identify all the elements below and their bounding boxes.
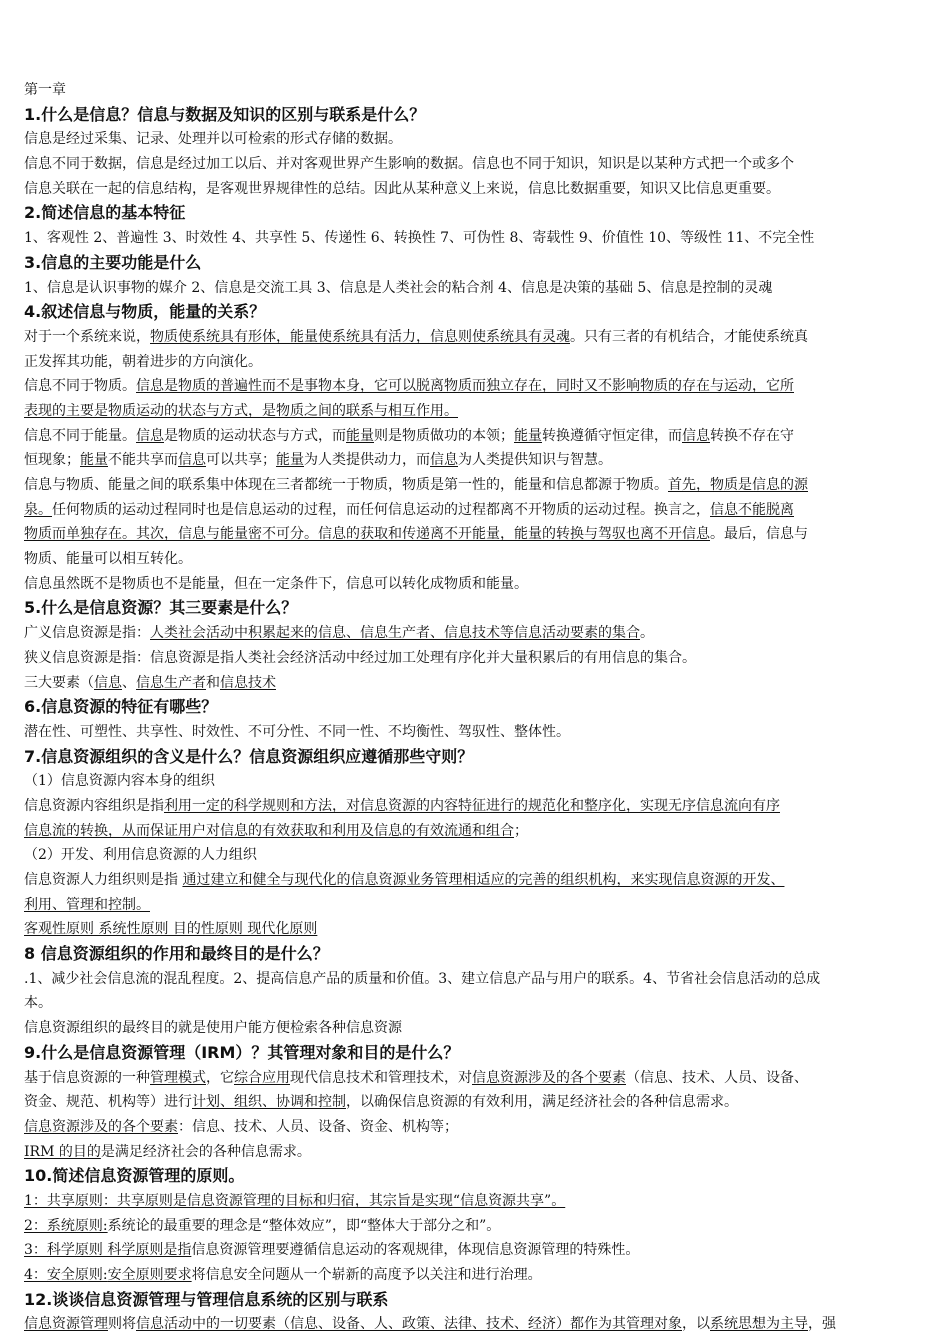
paragraph-line [24,843,928,868]
paragraph-line [24,646,928,671]
text-segment: 1、信息是认识事物的媒介 2、信息是交流工具 3、信息是人类社会的粘合剂 4、信息是决策的基础 5、信息是控制的灵魂 [24,279,773,296]
question-heading [24,1164,928,1189]
text-segment: 10.简述信息资源管理的原则。 [24,1166,245,1186]
underlined-text: 1：共享原则：共享原则是信息资源管理的目标和归宿，其宗旨是实现“信息资源共享”。 [24,1192,566,1209]
text-segment: 恒现象； [24,452,80,469]
underlined-text: 能量 [346,427,374,444]
question-heading [24,201,928,226]
text-segment: .1、减少社会信息流的混乱程度。2、提高信息产品的质量和价值。3、建立信息产品与用户的联系。4、节省社会信息活动的总成 [24,970,821,987]
text-segment: 可以共享； [206,452,276,469]
text-segment: 基于信息资源的一种 [24,1069,150,1086]
text-segment: 信息与物质、能量之间的联系集中体现在三者都统一于物质，物质是第一性的，能量和信息都源于物质。 [24,477,668,493]
underlined-text: 信息 [136,427,164,444]
underlined-text: 利用一定的科学规则和方法，对信息资源的内容特征进行的规范化和整序化，实现无序信息流向有序 [164,797,780,814]
paragraph-line [24,621,928,646]
text-segment: 5.什么是信息资源？其三要素是什么？ [24,598,298,618]
text-segment: 1.什么是信息？信息与数据及知识的区别与联系是什么？ [24,104,426,124]
underlined-text: 能量 [276,452,304,469]
text-segment: 12.谈谈信息资源管理与管理信息系统的区别与联系 [24,1289,389,1309]
paragraph-line [24,152,928,177]
underlined-text: 利用、管理和控制。 [24,896,150,913]
text-segment: 物质、能量可以相互转化。 [24,551,192,568]
underlined-text: 3：科学原则 科学原则是指 [24,1242,192,1259]
paragraph-line [24,1214,928,1239]
paragraph-line [24,1140,928,1165]
text-segment: 三大要素（ [24,674,94,691]
text-segment: 将信息安全问题从一个崭新的高度予以关注和进行治理。 [191,1267,542,1283]
paragraph-line [24,1016,928,1041]
text-segment: 不能共享而 [108,452,178,469]
text-segment: 为人类提供动力，而 [304,452,430,469]
text-segment: ，以 [682,1316,710,1333]
text-segment: 。只有三者的有机结合，才能使系统真 [570,328,808,345]
text-segment: 狭义信息资源是指：信息资源是指人类社会经济活动中经过加工处理有序化并大量积累后的有用信息的集合。 [24,649,696,666]
paragraph-line [24,276,928,301]
paragraph-line [24,967,928,992]
text-segment: 第一章 [24,82,66,98]
paragraph-line [24,1312,928,1337]
text-segment: ，强 [808,1316,836,1333]
question-heading [24,1288,928,1313]
underlined-text: 信息活动中的一切要素（信息、设备、人、政策、法律、技术、经济）都作为其管理对象 [136,1316,682,1333]
underlined-text: 信息 [178,452,206,469]
underlined-text: 能量 [80,452,108,469]
question-heading [24,745,928,770]
text-segment: 转换遵循守恒定律，而 [542,427,682,444]
text-segment: （2）开发、利用信息资源的人力组织 [24,847,257,864]
text-segment: 本。 [24,995,52,1012]
paragraph-line [24,720,928,745]
chapter-title [24,78,928,103]
question-heading [24,300,928,325]
underlined-text: 信息是物质的普遍性而不是事物本身，它可以脱离物质而独立存在，同时又不影响物质的存在与运动，它所 [136,378,794,395]
text-segment: 信息资源组织的最终目的就是使用户能方便检索各种信息资源 [24,1020,402,1037]
paragraph-line [24,177,928,202]
underlined-text: 信息资源涉及的各个要素 [24,1118,178,1135]
text-segment: 信息是经过采集、记录、处理并以可检索的形式存储的数据。 [24,131,402,148]
paragraph-line [24,819,928,844]
paragraph-line [24,1189,928,1214]
question-heading [24,596,928,621]
underlined-text: 信息 [94,674,122,691]
text-segment: ，以确保信息资源的有效利用，满足经济社会的各种信息需求。 [346,1094,738,1111]
underlined-text: 综合应用 [234,1069,290,1086]
text-segment: 。 [640,625,654,642]
text-segment: 信息不同于物质。 [24,378,136,395]
underlined-text: 信息资源管理 [24,1316,108,1333]
paragraph-line [24,794,928,819]
question-heading [24,942,928,967]
text-segment: 正发挥其功能，朝着进步的方向演化。 [24,353,262,370]
underlined-text: 信息技术 [220,674,276,691]
text-segment: 信息资源人力组织则是指 [24,872,183,888]
text-segment: 则将 [108,1316,136,1333]
underlined-text: 4：安全原则: [24,1267,108,1283]
text-segment: 信息不同于能量。 [24,427,136,444]
text-segment: 为人类提供知识与智慧。 [458,452,612,469]
text-segment: 信息虽然既不是物质也不是能量，但在一定条件下，信息可以转化成物质和能量。 [24,575,528,592]
text-segment: 1、客观性 2、普遍性 3、时效性 4、共享性 5、传递性 6、转换性 7、可伪性 8、寄载性 9、价值性 10、等级性 11、不完全性 [24,230,815,247]
question-heading [24,251,928,276]
paragraph-line [24,572,928,597]
text-segment: 8 信息资源组织的作用和最终目的是什么？ [24,944,329,964]
underlined-text: 2：系统原则: [24,1217,108,1234]
underlined-text: 信息不能脱离 [710,501,794,518]
text-segment: ； [514,822,528,839]
paragraph-line [24,226,928,251]
underlined-text: 信息资源涉及的各个要素 [472,1069,626,1086]
underlined-text: 首先，物质是信息的源 [668,477,808,493]
underlined-text: 能量 [514,427,542,444]
paragraph-line [24,1066,928,1091]
paragraph-line [24,1090,928,1115]
text-segment: 转换不存在守 [710,427,794,444]
question-heading [24,1041,928,1066]
paragraph-line [24,547,928,572]
paragraph-line [24,325,928,350]
paragraph-line [24,917,928,942]
question-heading [24,103,928,128]
underlined-text: 表现的主要是物质运动的状态与方式，是物质之间的联系与相互作用。 [24,402,458,419]
paragraph-line [24,498,928,523]
underlined-text: 物质使系统具有形体，能量使系统具有活力，信息则使系统具有灵魂 [150,328,570,345]
text-segment: （1）信息资源内容本身的组织 [24,773,215,790]
paragraph-line [24,127,928,152]
text-segment: 信息不同于数据，信息是经过加工以后、并对客观世界产生影响的数据。信息也不同于知识，知识是以某种方式把一个或多个 [24,156,794,173]
underlined-text: 系统思想为主导 [710,1316,808,1333]
text-segment: 对于一个系统来说， [24,328,150,345]
text-segment: 9.什么是信息资源管理（IRM）？其管理对象和目的是什么？ [24,1042,460,1062]
underlined-text: 信息流的转换，从而保证用户对信息的有效获取和利用及信息的有效流通和组合 [24,822,514,839]
document-body [24,78,928,1337]
text-segment: 信息资源内容组织是指 [24,797,164,814]
text-segment: 。最后，信息与 [710,526,808,543]
underlined-text: 计划、组织、协调和控制 [192,1094,346,1111]
paragraph-line [24,1115,928,1140]
paragraph-line [24,424,928,449]
paragraph-line [24,1263,928,1288]
text-segment: 资金、规范、机构等）进行 [24,1094,192,1111]
text-segment: 任何物质的运动过程同时也是信息运动的过程，而任何信息运动的过程都离不开物质的运动过程。换言之， [52,501,710,518]
paragraph-line [24,868,928,893]
text-segment: 是物质的运动状态与方式，而 [164,427,346,444]
underlined-text: IRM 的目的 [24,1143,101,1160]
paragraph-line [24,991,928,1016]
text-segment: 和 [206,674,220,691]
text-segment: 2.简述信息的基本特征 [24,203,186,223]
underlined-text: 管理模式 [150,1069,206,1086]
text-segment: ：信息、技术、人员、设备、资金、机构等； [178,1118,458,1135]
text-segment: 7.信息资源组织的含义是什么？信息资源组织应遵循那些守则？ [24,746,474,766]
text-segment: 广义信息资源是指： [24,625,150,642]
underlined-text: 安全原则要求 [107,1267,192,1283]
paragraph-line [24,893,928,918]
paragraph-line [24,522,928,547]
text-segment: 系统论的最重要的理念是“整体效应”，即“整体大于部分之和”。 [107,1217,501,1234]
text-segment: （信息、技术、人员、设备、 [626,1069,808,1086]
underlined-text: 信息 [430,452,458,469]
paragraph-line [24,350,928,375]
text-segment: 是满足经济社会的各种信息需求。 [100,1143,311,1160]
question-heading [24,695,928,720]
underlined-text: 通过建立和健全与现代化的信息资源业务管理相适应的完善的组织机构，来实现信息资源的开发、 [182,872,785,888]
text-segment: ，它 [206,1069,234,1086]
underlined-text: 客观性原则 系统性原则 目的性原则 现代化原则 [24,921,318,938]
paragraph-line [24,671,928,696]
text-segment: 信息关联在一起的信息结构，是客观世界规律性的总结。因此从某种意义上来说，信息比数据重要，知识又比信息更重要。 [24,180,780,197]
text-segment: 4.叙述信息与物质，能量的关系？ [24,302,266,322]
text-segment: 6.信息资源的特征有哪些？ [24,697,218,717]
text-segment: 则是物质做功的本领； [374,427,514,444]
paragraph-line [24,473,928,498]
paragraph-line [24,374,928,399]
underlined-text: 物质而单独存在。其次，信息与能量密不可分。信息的获取和传递离不开能量，能量的转换与驾驭也离不开信息 [24,526,710,543]
paragraph-line [24,399,928,424]
paragraph-line [24,769,928,794]
text-segment: 现代信息技术和管理技术，对 [290,1069,472,1086]
underlined-text: 信息 [682,427,710,444]
underlined-text: 人类社会活动中积累起来的信息、信息生产者、信息技术等信息活动要素的集合 [150,625,640,642]
paragraph-line [24,1238,928,1263]
underlined-text: 泉。 [24,501,52,518]
text-segment: 潜在性、可塑性、共享性、时效性、不可分性、不同一性、不均衡性、驾驭性、整体性。 [24,723,570,740]
text-segment: 3.信息的主要功能是什么 [24,252,202,272]
text-segment: 、 [122,674,136,691]
text-segment: 信息资源管理要遵循信息运动的客观规律，体现信息资源管理的特殊性。 [191,1242,640,1259]
underlined-text: 信息生产者 [136,674,206,691]
paragraph-line [24,448,928,473]
